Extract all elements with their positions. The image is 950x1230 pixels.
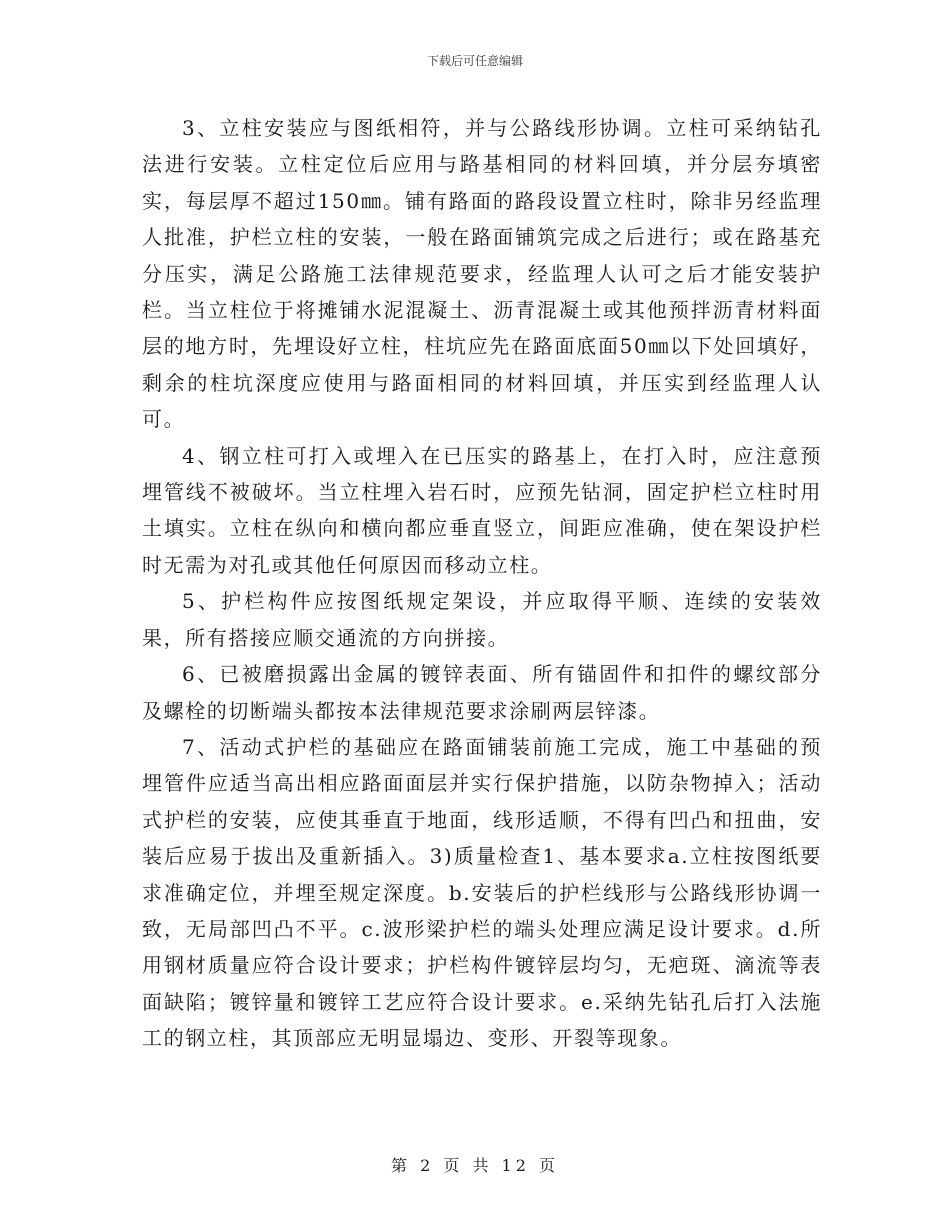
- paragraph-item-3: 3、立柱安装应与图纸相符，并与公路线形协调。立柱可采纳钻孔法进行安装。立柱定位后应用与路基相同的材料回填，并分层夯填密实，每层厚不超过150㎜。铺有路面的路段设置立柱时，除非另经监理人批准，护栏立柱的安装，一般在路面铺筑完成之后进行；或在路基充分压实，满足公路施工法律规范要求，经监理人认可之后才能安装护栏。当立柱位于将摊铺水泥混凝土、沥青混凝土或其他预拌沥青材料面层的地方时，先埋设好立柱，柱坑应先在路面底面50㎜以下处回填好，剩余的柱坑深度应使用与路面相同的材料回填，并压实到经监理人认可。: [142, 116, 822, 432]
- paragraph-item-6: 6、已被磨损露出金属的镀锌表面、所有锚固件和扣件的螺纹部分及螺栓的切断端头都按本法律规范要求涂刷两层锌漆。: [142, 662, 822, 723]
- paragraph-item-5: 5、护栏构件应按图纸规定架设，并应取得平顺、连续的安装效果，所有搭接应顺交通流的方向拼接。: [142, 589, 822, 650]
- document-body: [142, 110, 822, 1057]
- paragraph-item-7: 7、活动式护栏的基础应在路面铺装前施工完成，施工中基础的预埋管件应适当高出相应路面面层并实行保护措施，以防杂物掉入；活动式护栏的安装，应使其垂直于地面，线形适顺，不得有凹凸和扭曲，安装后应易于拔出及重新插入。3)质量检查1、基本要求a.立柱按图纸要求准确定位，并埋至规定深度。b.安装后的护栏线形与公路线形协调一致，无局部凹凸不平。c.波形梁护栏的端头处理应满足设计要求。d.所用钢材质量应符合设计要求；护栏构件镀锌层均匀，无疤斑、滴流等表面缺陷；镀锌量和镀锌工艺应符合设计要求。e.采纳先钻孔后打入法施工的钢立柱，其顶部应无明显塌边、变形、开裂等现象。: [142, 734, 822, 1051]
- page-number: 第 2 页 共 12 页: [391, 1156, 559, 1175]
- page-header: 下载后可任意编辑: [426, 54, 523, 68]
- paragraph-item-4: 4、钢立柱可打入或埋入在已压实的路基上，在打入时，应注意预埋管线不被破坏。当立柱埋入岩石时，应预先钻洞，固定护栏立柱时用土填实。立柱在纵向和横向都应垂直竖立，间距应准确，使在架设护栏时无需为对孔或其他任何原因而移动立柱。: [142, 443, 822, 577]
